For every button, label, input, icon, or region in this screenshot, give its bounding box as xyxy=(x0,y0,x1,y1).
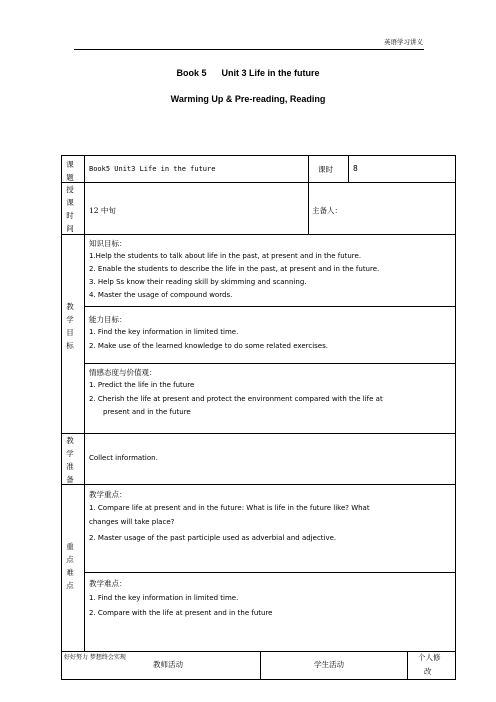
class-hours-label: 课时 xyxy=(318,165,333,174)
knowledge-goals-title: 知识目标： xyxy=(89,239,127,248)
emotion-goal-item: 2. Cherish the life at present and protect the environment compared with the life at xyxy=(89,395,383,403)
difficult-point-item: 1. Find the key information in limited time. xyxy=(89,594,239,602)
row-label-goals: 教 学 目 标 xyxy=(66,302,74,350)
knowledge-goal-item: 4. Master the usage of compound words. xyxy=(89,291,233,299)
knowledge-goal-item: 3. Help Ss know their reading skill by skimming and scanning. xyxy=(89,278,307,286)
ability-goals-title: 能力目标： xyxy=(89,315,127,324)
difficult-point-item: 2. Compare with the life at present and in the future xyxy=(89,609,273,617)
row-label-time: 授 课 时 间 xyxy=(66,185,74,233)
difficult-points-title: 教学难点： xyxy=(89,579,127,588)
key-point-item: 2. Master usage of the past participle used as adverbial and adjective. xyxy=(89,534,337,542)
class-hours-value: 8 xyxy=(353,164,358,173)
student-activity-header: 学生活动 xyxy=(314,660,344,669)
row-label-prep: 教 学 准 备 xyxy=(66,436,74,484)
personal-revision-header-b: 改 xyxy=(424,667,432,676)
time-value: 12 中旬 xyxy=(89,206,116,215)
ability-goal-item: 1. Find the key information in limited time. xyxy=(89,328,239,336)
page-header xyxy=(74,36,424,50)
teacher-activity-header: 教师活动 xyxy=(153,660,183,669)
emotion-goal-item: present and in the future xyxy=(103,408,191,416)
emotion-goals-title: 情感态度与价值观： xyxy=(89,368,157,377)
title-book-unit: Book 5 Unit 3 Life in the future xyxy=(176,68,320,78)
preparer-label: 主备人： xyxy=(312,206,342,215)
page-footer: 好好努力 梦想终会实现 xyxy=(64,654,126,661)
header-text: 英语学习讲义 xyxy=(384,38,423,46)
key-point-item: changes will take place? xyxy=(89,518,175,526)
emotion-goal-item: 1. Predict the life in the future xyxy=(89,381,195,389)
row-label-keypoints: 重 点 难 点 xyxy=(66,542,74,590)
key-points-title: 教学重点： xyxy=(89,490,127,499)
knowledge-goal-item: 2. Enable the students to describe the life in the past, at present and in the future. xyxy=(89,265,380,273)
row-label-topic: 课 题 xyxy=(66,160,74,182)
prep-value: Collect information. xyxy=(89,454,158,462)
key-point-item: 1. Compare life at present and in the future: What is life in the future like? What xyxy=(89,504,370,512)
personal-revision-header-a: 个人修 xyxy=(418,653,441,662)
topic-value: Book5 Unit3 Life in the future xyxy=(89,165,216,173)
knowledge-goal-item: 1.Help the students to talk about life in the past, at present and in the future. xyxy=(89,252,362,260)
ability-goal-item: 2. Make use of the learned knowledge to do some related exercises. xyxy=(89,342,328,350)
title-lesson: Warming Up & Pre-reading, Reading xyxy=(170,94,326,104)
